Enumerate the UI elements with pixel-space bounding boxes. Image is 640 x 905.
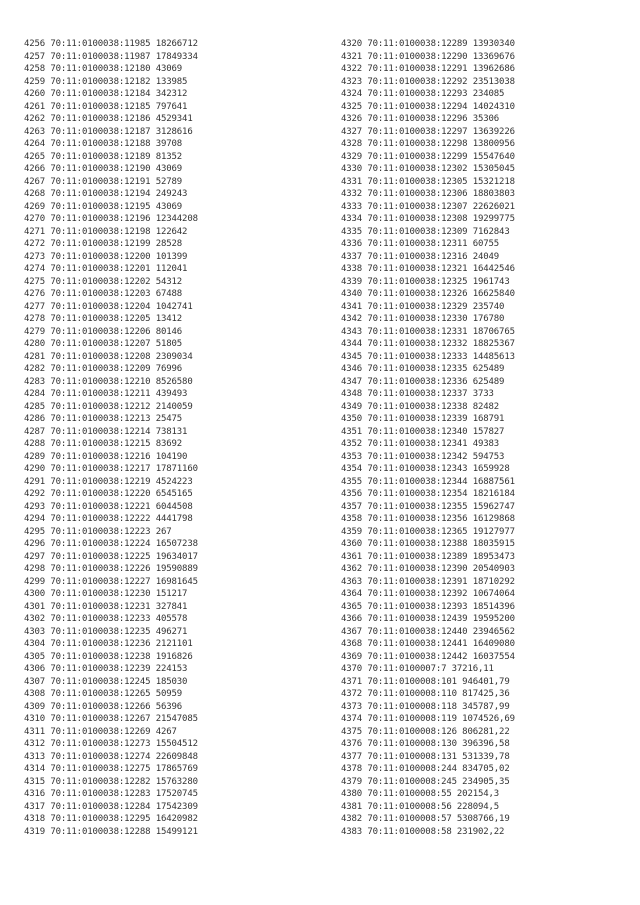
record-row: 4349 70:11:0100038:12338 82482 [341,401,500,412]
record-row: 4334 70:11:0100038:12308 19299775 [341,214,515,224]
record-row: 4304 70:11:0100038:12236 2121101 [24,639,193,649]
record-row: 4331 70:11:0100038:12305 15321218 [341,176,515,187]
record-row: 4257 70:11:0100038:11987 17849334 [24,51,198,62]
record-row: 4348 70:11:0100038:12337 3733 [341,389,494,399]
record-row: 4299 70:11:0100038:12227 16981645 [24,576,198,587]
record-row: 4271 70:11:0100038:12198 122642 [24,226,188,237]
record-row: 4350 70:11:0100038:12339 168791 [341,414,505,424]
record-row: 4339 70:11:0100038:12325 1961743 [341,276,510,287]
record-row: 4318 70:11:0100038:12295 16420982 [24,814,198,824]
record-row: 4265 70:11:0100038:12189 81352 [24,151,183,162]
record-row: 4367 70:11:0100038:12440 23946562 [341,626,515,637]
record-row: 4313 70:11:0100038:12274 22609848 [24,751,198,762]
record-row: 4310 70:11:0100038:12267 21547085 [24,714,198,724]
record-row: 4270 70:11:0100038:12196 12344208 [24,214,198,224]
record-row: 4283 70:11:0100038:12210 8526580 [24,376,193,387]
record-row: 4296 70:11:0100038:12224 16507238 [24,539,198,549]
record-row: 4345 70:11:0100038:12333 14485613 [341,351,515,362]
record-row: 4381 70:11:0100008:56 228094,5 [341,801,500,812]
record-row: 4355 70:11:0100038:12344 16887561 [341,476,515,487]
record-row: 4354 70:11:0100038:12343 1659928 [341,464,510,474]
record-row: 4278 70:11:0100038:12205 13412 [24,314,183,324]
record-row: 4374 70:11:0100008:119 1074526,69 [341,714,515,724]
left-column [24,38,198,838]
record-row: 4377 70:11:0100008:131 531339,78 [341,751,510,762]
record-row: 4288 70:11:0100038:12215 83692 [24,439,183,449]
record-row: 4380 70:11:0100008:55 202154,3 [341,789,500,799]
record-row: 4325 70:11:0100038:12294 14024310 [341,101,515,112]
record-row: 4340 70:11:0100038:12326 16625840 [341,289,515,299]
record-row: 4327 70:11:0100038:12297 13639226 [341,126,515,137]
record-row: 4317 70:11:0100038:12284 17542309 [24,801,198,812]
record-row: 4268 70:11:0100038:12194 249243 [24,189,188,199]
record-row: 4362 70:11:0100038:12390 20540903 [341,564,515,574]
record-row: 4373 70:11:0100008:118 345787,99 [341,701,510,712]
record-row: 4276 70:11:0100038:12203 67488 [24,289,183,299]
record-row: 4333 70:11:0100038:12307 22626021 [341,201,515,212]
record-row: 4335 70:11:0100038:12309 7162843 [341,226,510,237]
right-column [341,38,515,838]
record-row: 4328 70:11:0100038:12298 13800956 [341,139,515,149]
record-row: 4356 70:11:0100038:12354 18216184 [341,489,515,499]
record-row: 4321 70:11:0100038:12290 13369676 [341,51,515,62]
record-row: 4337 70:11:0100038:12316 24049 [341,251,500,262]
record-row: 4260 70:11:0100038:12184 342312 [24,89,188,99]
record-row: 4308 70:11:0100038:12265 50959 [24,689,183,699]
record-row: 4315 70:11:0100038:12282 15763280 [24,776,198,787]
record-row: 4324 70:11:0100038:12293 234085 [341,89,505,99]
record-row: 4366 70:11:0100038:12439 19595200 [341,614,515,624]
record-row: 4371 70:11:0100008:101 946401,79 [341,676,510,687]
record-row: 4338 70:11:0100038:12321 16442546 [341,264,515,274]
record-row: 4293 70:11:0100038:12221 6044508 [24,501,193,512]
record-row: 4305 70:11:0100038:12238 1916826 [24,651,193,662]
record-row: 4372 70:11:0100008:110 817425,36 [341,689,510,699]
record-row: 4369 70:11:0100038:12442 16037554 [341,651,515,662]
record-row: 4360 70:11:0100038:12388 18035915 [341,539,515,549]
record-row: 4320 70:11:0100038:12289 13930340 [341,39,515,49]
record-row: 4375 70:11:0100008:126 806281,22 [341,726,510,737]
record-row: 4291 70:11:0100038:12219 4524223 [24,476,193,487]
record-row: 4284 70:11:0100038:12211 439493 [24,389,188,399]
record-row: 4332 70:11:0100038:12306 18803803 [341,189,515,199]
record-row: 4259 70:11:0100038:12182 133985 [24,76,188,87]
record-row: 4267 70:11:0100038:12191 52789 [24,176,183,187]
record-row: 4309 70:11:0100038:12266 56396 [24,701,183,712]
record-row: 4326 70:11:0100038:12296 35306 [341,114,500,124]
record-row: 4286 70:11:0100038:12213 25475 [24,414,183,424]
record-row: 4306 70:11:0100038:12239 224153 [24,664,188,674]
record-row: 4342 70:11:0100038:12330 176780 [341,314,505,324]
record-row: 4297 70:11:0100038:12225 19634017 [24,551,198,562]
record-row: 4277 70:11:0100038:12204 1042741 [24,301,193,312]
record-row: 4336 70:11:0100038:12311 60755 [341,239,500,249]
record-row: 4272 70:11:0100038:12199 28528 [24,239,183,249]
record-row: 4322 70:11:0100038:12291 13962686 [341,64,515,74]
record-row: 4358 70:11:0100038:12356 16129868 [341,514,515,524]
record-row: 4376 70:11:0100008:130 396396,58 [341,739,510,749]
record-row: 4300 70:11:0100038:12230 151217 [24,589,188,599]
record-row: 4311 70:11:0100038:12269 4267 [24,726,177,737]
record-row: 4353 70:11:0100038:12342 594753 [341,451,505,462]
record-row: 4307 70:11:0100038:12245 185030 [24,676,188,687]
record-row: 4263 70:11:0100038:12187 3128616 [24,126,193,137]
record-row: 4275 70:11:0100038:12202 54312 [24,276,183,287]
record-row: 4330 70:11:0100038:12302 15305045 [341,164,515,174]
record-row: 4274 70:11:0100038:12201 112041 [24,264,188,274]
record-row: 4269 70:11:0100038:12195 43069 [24,201,183,212]
record-row: 4301 70:11:0100038:12231 327841 [24,601,188,612]
record-row: 4312 70:11:0100038:12273 15504512 [24,739,198,749]
record-row: 4343 70:11:0100038:12331 18706765 [341,326,515,337]
record-row: 4379 70:11:0100008:245 234905,35 [341,776,510,787]
record-row: 4359 70:11:0100038:12365 19127977 [341,526,515,537]
record-row: 4258 70:11:0100038:12180 43069 [24,64,183,74]
record-row: 4365 70:11:0100038:12393 18514396 [341,601,515,612]
record-row: 4370 70:11:0100007:7 37216,11 [341,664,494,674]
record-row: 4314 70:11:0100038:12275 17865769 [24,764,198,774]
record-row: 4266 70:11:0100038:12190 43069 [24,164,183,174]
record-row: 4323 70:11:0100038:12292 23513038 [341,76,515,87]
record-row: 4261 70:11:0100038:12185 797641 [24,101,188,112]
record-row: 4282 70:11:0100038:12209 76996 [24,364,183,374]
record-row: 4294 70:11:0100038:12222 4441798 [24,514,193,524]
record-row: 4316 70:11:0100038:12283 17520745 [24,789,198,799]
record-row: 4287 70:11:0100038:12214 738131 [24,426,188,437]
record-row: 4352 70:11:0100038:12341 49383 [341,439,500,449]
record-row: 4262 70:11:0100038:12186 4529341 [24,114,193,124]
record-row: 4289 70:11:0100038:12216 104190 [24,451,188,462]
record-row: 4256 70:11:0100038:11985 18266712 [24,39,198,49]
record-row: 4295 70:11:0100038:12223 267 [24,526,172,537]
record-row: 4273 70:11:0100038:12200 101399 [24,251,188,262]
record-row: 4279 70:11:0100038:12206 80146 [24,326,183,337]
record-row: 4341 70:11:0100038:12329 235740 [341,301,505,312]
record-row: 4347 70:11:0100038:12336 625489 [341,376,505,387]
record-row: 4357 70:11:0100038:12355 15962747 [341,501,515,512]
record-row: 4364 70:11:0100038:12392 10674064 [341,589,515,599]
record-row: 4329 70:11:0100038:12299 15547640 [341,151,515,162]
record-row: 4383 70:11:0100008:58 231902,22 [341,826,505,837]
record-row: 4351 70:11:0100038:12340 157827 [341,426,505,437]
record-row: 4302 70:11:0100038:12233 405578 [24,614,188,624]
record-row: 4290 70:11:0100038:12217 17871160 [24,464,198,474]
record-row: 4285 70:11:0100038:12212 2140059 [24,401,193,412]
record-row: 4264 70:11:0100038:12188 39708 [24,139,183,149]
record-row: 4319 70:11:0100038:12288 15499121 [24,826,198,837]
record-row: 4361 70:11:0100038:12389 18953473 [341,551,515,562]
record-row: 4303 70:11:0100038:12235 496271 [24,626,188,637]
record-row: 4363 70:11:0100038:12391 18710292 [341,576,515,587]
record-row: 4280 70:11:0100038:12207 51805 [24,339,183,349]
record-row: 4298 70:11:0100038:12226 19590889 [24,564,198,574]
record-row: 4292 70:11:0100038:12220 6545165 [24,489,193,499]
record-row: 4281 70:11:0100038:12208 2309034 [24,351,193,362]
record-row: 4346 70:11:0100038:12335 625489 [341,364,505,374]
record-row: 4382 70:11:0100008:57 5308766,19 [341,814,510,824]
record-row: 4378 70:11:0100008:244 834705,02 [341,764,510,774]
record-row: 4368 70:11:0100038:12441 16409080 [341,639,515,649]
record-row: 4344 70:11:0100038:12332 18825367 [341,339,515,349]
